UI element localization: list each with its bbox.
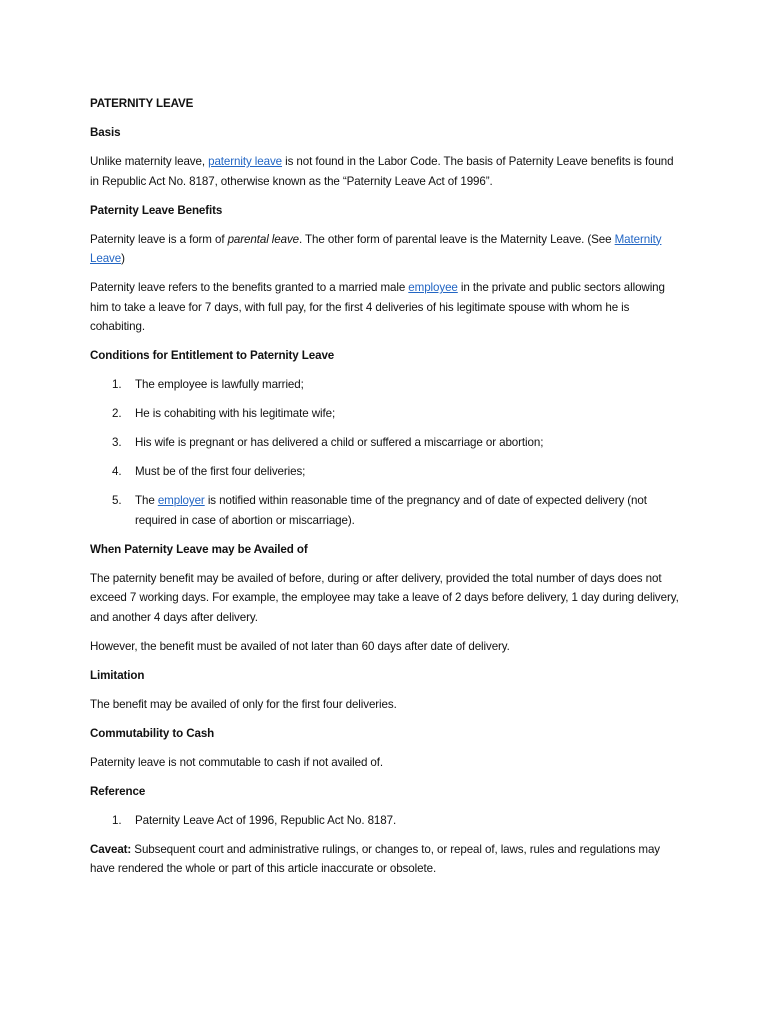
reference-list [90,811,680,831]
heading-availed: When Paternity Leave may be Availed of [90,542,308,556]
list-item: 1. The employee is lawfully married; [112,378,304,391]
caveat-paragraph: Caveat: Subsequent court and administrative rulings, or changes to, or repeal of, laws, rules and regulations may have rendered the whole or part of this article inaccurate or obsolete. [90,842,660,875]
conditions-list [90,375,680,530]
paternity-leave-link[interactable]: paternity leave [208,155,283,168]
heading-limitation: Limitation [90,668,145,682]
employer-link[interactable]: employer [157,494,205,507]
heading-commutability: Commutability to Cash [90,726,215,740]
heading-benefits: Paternity Leave Benefits [90,203,223,217]
availed-paragraph-1: The paternity benefit may be availed of before, during or after delivery, provided the total number of days does not exceed 7 working days. For example, the employee may take a leave of 2 days before delivery, 1 day during delivery, and another 4 days after delivery. [90,571,679,624]
heading-conditions: Conditions for Entitlement to Paternity Leave [90,349,335,362]
document-title: PATERNITY LEAVE [90,97,194,110]
heading-basis: Basis [90,126,121,139]
availed-paragraph-2: However, the benefit must be availed of not later than 60 days after date of delivery. [90,639,510,653]
commutability-paragraph: Paternity leave is not commutable to cash if not availed of. [90,755,384,769]
benefits-paragraph-2: Paternity leave refers to the benefits granted to a married male employee in the private and public sectors allowing him to take a leave for 7 days, with full pay, for the first 4 deliveries of his legitimate spouse with whom he is cohabiting. [90,281,665,333]
caveat-label: Caveat: [90,842,132,856]
list-item: 2. He is cohabiting with his legitimate wife; [112,407,336,420]
list-item: 3. His wife is pregnant or has delivered a child or suffered a miscarriage or abortion; [112,436,544,449]
list-item: 4. Must be of the first four deliveries; [112,465,306,478]
document-page [90,94,680,888]
list-item: 1. Paternity Leave Act of 1996, Republic Act No. 8187. [112,813,397,827]
heading-reference: Reference [90,784,146,798]
maternity-leave-link[interactable]: Maternity Leave [90,232,662,265]
employee-link[interactable]: employee [408,281,458,294]
basis-paragraph: Unlike maternity leave, paternity leave is not found in the Labor Code. The basis of Paternity Leave benefits is found in Republic Act No. 8187, otherwise known as the “Paternity Leave Act of 1996”. [90,155,674,188]
limitation-paragraph: The benefit may be availed of only for the first four deliveries. [90,697,397,711]
benefits-paragraph-1: Paternity leave is a form of parental leave. The other form of parental leave is the Maternity Leave. (See Maternity Leave) [90,232,662,265]
list-item: 5. The employer is notified within reasonable time of the pregnancy and of date of expected delivery (not required in case of abortion or miscarriage). [112,494,647,527]
